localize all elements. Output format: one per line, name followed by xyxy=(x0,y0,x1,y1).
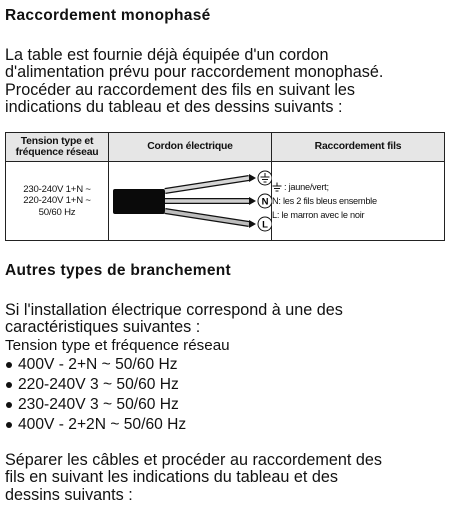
section-title-other-types: Autres types de branchement xyxy=(5,262,232,279)
paragraph-line: indications du tableau et des dessins suivants : xyxy=(5,98,343,117)
terminal-live-label: L xyxy=(262,219,268,231)
connection-live: L: le marron avec le noir xyxy=(272,210,365,220)
section-title-single-phase: Raccordement monophasé xyxy=(5,7,211,24)
wire-connection-cell xyxy=(272,162,445,241)
single-phase-paragraph xyxy=(5,47,383,117)
wiring-table xyxy=(5,132,445,241)
table-row xyxy=(6,162,445,241)
closing-paragraph xyxy=(5,452,382,504)
header-line: fréquence réseau xyxy=(15,147,99,158)
list-item xyxy=(5,415,230,435)
table-header-row xyxy=(6,133,445,162)
other-types-paragraph xyxy=(5,302,343,337)
bullet-icon xyxy=(6,382,12,388)
list-lead: Tension type et fréquence réseau xyxy=(5,337,230,354)
paragraph-line: d'alimentation prévu pour raccordement monophasé. xyxy=(5,63,384,82)
list-item-text: 220-240V 3 ~ 50/60 Hz xyxy=(18,376,179,393)
terminal-neutral-label: N xyxy=(261,196,269,208)
paragraph-line: Séparer les câbles et procéder au raccordement des xyxy=(5,451,383,469)
paragraph-line: Procéder au raccordement des fils en suivant les xyxy=(5,80,356,99)
ground-icon xyxy=(272,182,282,192)
paragraph-line: caractéristiques suivantes : xyxy=(5,318,201,337)
paragraph-line: La table est fournie déjà équipée d'un cordon xyxy=(5,46,329,64)
bullet-icon xyxy=(6,362,12,368)
arrow-earth xyxy=(249,174,256,182)
bullet-icon xyxy=(6,402,12,408)
spec-line: 50/60 Hz xyxy=(38,206,76,218)
voltage-list xyxy=(5,337,230,435)
arrow-live xyxy=(249,220,256,228)
list-item xyxy=(5,395,230,415)
spec-line: 220-240V 1+N ~ xyxy=(23,195,91,207)
cable-sheath xyxy=(113,189,165,214)
connection-label: : jaune/vert; xyxy=(284,182,329,192)
bullet-icon xyxy=(6,422,12,428)
voltage-spec-cell xyxy=(6,162,109,241)
spec-line: 230-240V 1+N ~ xyxy=(23,183,91,195)
arrow-neutral xyxy=(249,197,256,205)
ground-icon xyxy=(258,171,272,185)
wire-live xyxy=(165,211,249,224)
list-item xyxy=(5,375,230,395)
header-electric-cord: Cordon électrique xyxy=(109,133,272,162)
header-line: Tension type et xyxy=(20,135,94,147)
connection-earth xyxy=(272,180,444,194)
list-item xyxy=(5,355,230,375)
list-item-text: 230-240V 3 ~ 50/60 Hz xyxy=(18,396,179,413)
header-wire-connection: Raccordement fils xyxy=(272,133,445,162)
cord-diagram xyxy=(109,162,272,240)
wire-earth xyxy=(165,178,249,191)
list-item-text: 400V - 2+N ~ 50/60 Hz xyxy=(18,356,178,373)
paragraph-line: dessins suivants : xyxy=(5,485,133,504)
header-voltage-frequency xyxy=(6,133,109,162)
cord-diagram-cell xyxy=(109,162,272,241)
paragraph-line: fils en suivant les indications du tableau et des xyxy=(5,468,338,487)
paragraph-line: Si l'installation électrique correspond à une des xyxy=(5,301,343,319)
connection-neutral: N: les 2 fils bleus ensemble xyxy=(272,196,377,206)
list-item-text: 400V - 2+2N ~ 50/60 Hz xyxy=(18,416,187,433)
